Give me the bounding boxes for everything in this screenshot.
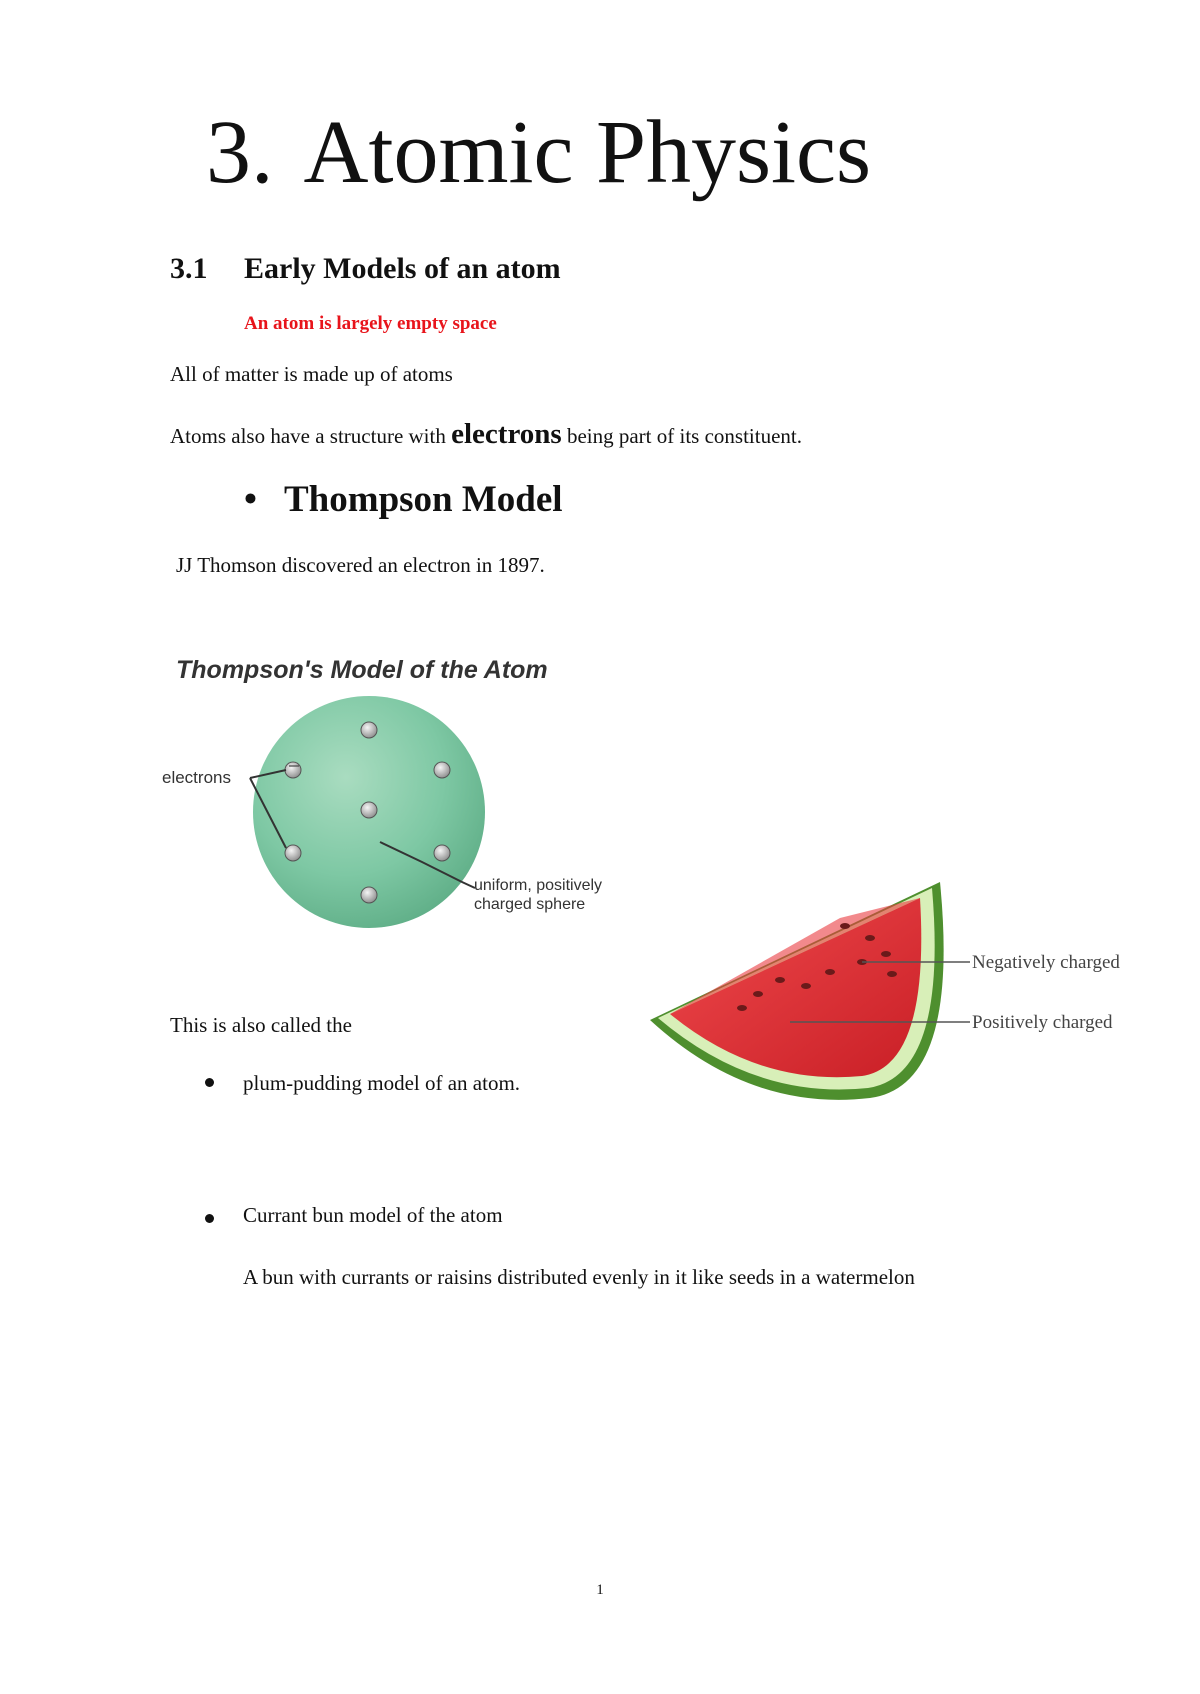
electron-icon <box>434 845 450 861</box>
subheading-text: Thompson Model <box>284 479 563 520</box>
watermelon-figure <box>630 862 1150 1120</box>
structure-text-a: Atoms also have a structure with <box>170 424 446 448</box>
section-number: 3.1 <box>170 252 208 285</box>
paragraph-also-called: This is also called the <box>170 1013 352 1037</box>
list-item-text: Currant bun model of the atom <box>243 1203 503 1227</box>
electrons-label: electrons <box>162 768 231 787</box>
electron-icon <box>285 845 301 861</box>
electron-icon <box>361 722 377 738</box>
section-heading <box>170 252 561 286</box>
list-item-text: plum-pudding model of an atom. <box>243 1071 521 1095</box>
page-title <box>206 103 872 202</box>
structure-text-b: being part of its constituent. <box>566 424 802 448</box>
electron-icon <box>361 887 377 903</box>
figure-title: Thompson's Model of the Atom <box>176 656 548 684</box>
title-number: 3. <box>206 103 274 202</box>
positive-label: Positively charged <box>972 1012 1113 1033</box>
electron-icon <box>361 802 377 818</box>
thompson-atom-figure <box>162 650 632 950</box>
paragraph-bun: A bun with currants or raisins distributed evenly in it like seeds in a watermelon <box>243 1265 915 1289</box>
title-text: Atomic Physics <box>303 103 872 202</box>
highlight-text: An atom is largely empty space <box>244 313 497 334</box>
electron-icon <box>434 762 450 778</box>
paragraph-structure <box>170 418 802 451</box>
subheading-thompson <box>244 478 563 521</box>
bullet-icon: • <box>244 479 257 520</box>
bullet-icon <box>205 1214 214 1223</box>
electron-icon <box>285 762 301 778</box>
sphere-label-line1: uniform, positively <box>474 877 603 894</box>
section-title: Early Models of an atom <box>244 252 561 285</box>
negative-label: Negatively charged <box>972 952 1120 973</box>
paragraph-matter: All of matter is made up of atoms <box>170 362 453 386</box>
electrons-emphasis: electrons <box>451 418 562 450</box>
page-number: 1 <box>596 1582 604 1598</box>
bullet-icon <box>205 1078 214 1087</box>
sphere-label-line2: charged sphere <box>474 896 586 913</box>
paragraph-discovery: JJ Thomson discovered an electron in 1897. <box>176 553 545 577</box>
